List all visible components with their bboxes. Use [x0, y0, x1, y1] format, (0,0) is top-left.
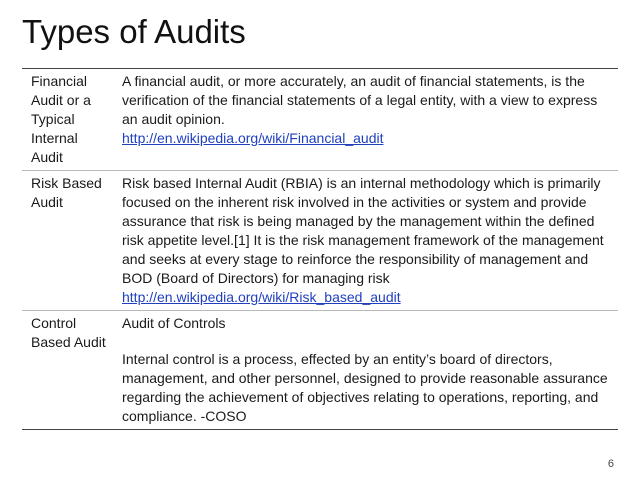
audit-type-cell: Control Based Audit — [31, 315, 106, 350]
audit-description-cell — [113, 171, 618, 311]
paragraph-spacer — [122, 333, 614, 350]
audit-description: Risk based Internal Audit (RBIA) is an internal methodology which is primarily focused on the inherent risk involved in the activities or system and provide assurance that risk is being managed by the management within the defined risk appetite level.[1] It is the risk management framework of the management and seeks at every stage to reinforce the responsibility of management and BOD (Board of Directors) for managing risk — [122, 175, 604, 286]
page-number: 6 — [607, 458, 614, 470]
audit-heading: Audit of Controls — [122, 315, 226, 331]
audit-description-cell — [113, 311, 618, 430]
audit-description: Internal control is a process, effected by an entity’s board of directors, management, and other personnel, designed to provide reasonable assurance regarding the achievement of objectives relating to operations, reporting, and compliance. -COSO — [122, 351, 608, 424]
audit-type-cell: Financial Audit or a Typical Internal Audit — [31, 73, 91, 165]
audit-type-cell: Risk Based Audit — [31, 175, 102, 210]
table-row — [22, 69, 618, 171]
table-row — [22, 311, 618, 430]
audit-description: A financial audit, or more accurately, an audit of financial statements, is the verification of the financial statements of a legal entity, with a view to express an audit opinion. — [122, 73, 598, 127]
slide-title: Types of Audits — [22, 13, 246, 50]
risk-based-audit-link[interactable]: http://en.wikipedia.org/wiki/Risk_based_audit — [122, 289, 401, 305]
financial-audit-link[interactable]: http://en.wikipedia.org/wiki/Financial_audit — [122, 130, 384, 146]
audit-types-table — [22, 68, 618, 430]
audit-description-cell — [113, 69, 618, 171]
table-row — [22, 171, 618, 311]
